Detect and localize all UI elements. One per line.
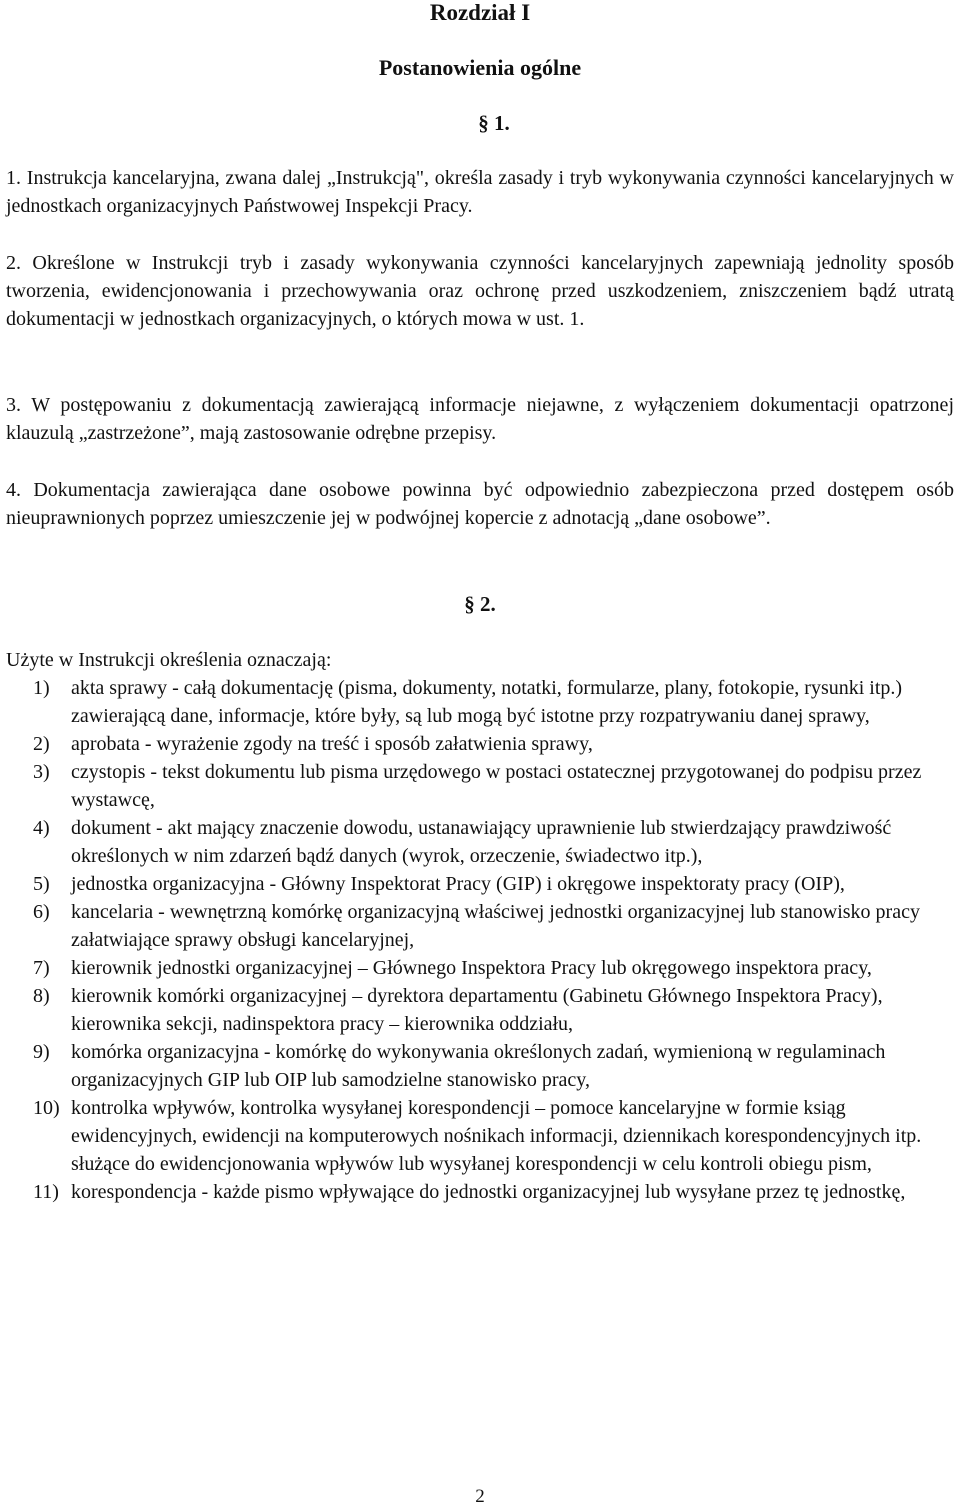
list-item-text: kancelaria - wewnętrzną komórkę organizacyjną właściwej jednostki organizacyjnej lub stanowisko pracy załatwiające sprawy obsługi kancelaryjnej,: [71, 901, 920, 951]
list-item: [6, 758, 954, 814]
list-item-number: 11): [33, 1181, 59, 1203]
list-item: [6, 870, 954, 898]
definitions-intro: Użyte w Instrukcji określenia oznaczają:: [6, 649, 332, 671]
list-item-number: 10): [33, 1097, 60, 1119]
list-item-number: 7): [33, 957, 50, 979]
list-item-text: dokument - akt mający znaczenie dowodu, ustanawiający uprawnienie lub stwierdzający prawdziwość określonych w nim zdarzeń bądź danych (wyrok, orzeczenie, świadectwo itp.),: [71, 817, 892, 867]
list-item-number: 4): [33, 817, 50, 839]
list-item-text: komórka organizacyjna - komórkę do wykonywania określonych zadań, wymienioną w regulaminach organizacyjnych GIP lub OIP lub samodzielne stanowisko pracy,: [71, 1041, 886, 1091]
list-item: [6, 1038, 954, 1094]
definitions-list: [6, 674, 954, 1206]
list-item-number: 8): [33, 985, 50, 1007]
list-item: [6, 954, 954, 982]
list-item-number: 1): [33, 677, 50, 699]
list-item-text: kontrolka wpływów, kontrolka wysyłanej korespondencji – pomoce kancelaryjne w formie ksiąg ewidencyjnych, ewidencji na komputerowych nośnikach informacji, dziennikach korespondencyjnych itp. służące do ewidencjonowania wpływów lub wysyłanej korespondencji w celu kontroli obiegu pism,: [71, 1097, 922, 1175]
list-item-text: czystopis - tekst dokumentu lub pisma urzędowego w postaci ostatecznej przygotowanej do podpisu przez wystawcę,: [71, 761, 922, 811]
list-item: [6, 730, 954, 758]
list-item-text: korespondencja - każde pismo wpływające do jednostki organizacyjnej lub wysyłane przez tę jednostkę,: [71, 1181, 906, 1203]
page-number: 2: [475, 1486, 485, 1507]
section-2-heading: § 2.: [464, 592, 496, 616]
paragraph-1: 1. Instrukcja kancelaryjna, zwana dalej „Instrukcją", określa zasady i tryb wykonywania czynności kancelaryjnych w jednostkach organizacyjnych Państwowej Inspekcji Pracy.: [6, 167, 954, 217]
chapter-title: Rozdział I: [429, 0, 531, 25]
list-item-text: kierownik komórki organizacyjnej – dyrektora departamentu (Gabinetu Głównego Inspektora Pracy), kierownika sekcji, nadinspektora pracy – kierownika oddziału,: [71, 985, 883, 1035]
list-item: [6, 1178, 954, 1206]
list-item-text: aprobata - wyrażenie zgody na treść i sposób załatwienia sprawy,: [71, 733, 593, 755]
paragraph-4: 4. Dokumentacja zawierająca dane osobowe powinna być odpowiednio zabezpieczona przed dostępem osób nieuprawnionych poprzez umieszczenie jej w podwójnej kopercie z adnotacją „dane osobowe”.: [6, 479, 954, 529]
paragraph-3: 3. W postępowaniu z dokumentacją zawierającą informacje niejawne, z wyłączeniem dokumentacji opatrzonej klauzulą „zastrzeżone”, mają zastosowanie odrębne przepisy.: [6, 394, 954, 444]
list-item: [6, 1094, 954, 1178]
list-item: [6, 898, 954, 954]
list-item-number: 2): [33, 733, 50, 755]
list-item: [6, 814, 954, 870]
paragraph-2: 2. Określone w Instrukcji tryb i zasady wykonywania czynności kancelaryjnych zapewniają jednolity sposób tworzenia, ewidencjonowania i przechowywania oraz ochronę przed uszkodzeniem, zniszczeniem bądź utratą dokumentacji w jednostkach organizacyjnych, o których mowa w ust. 1.: [6, 252, 954, 330]
list-item-number: 6): [33, 901, 50, 923]
list-item-text: akta sprawy - całą dokumentację (pisma, dokumenty, notatki, formularze, plany, fotokopie, rysunki itp.) zawierającą dane, informacje, które były, są lub mogą być istotne przy rozpatrywaniu danej sprawy,: [71, 677, 903, 727]
list-item: [6, 674, 954, 730]
list-item-text: kierownik jednostki organizacyjnej – Głównego Inspektora Pracy lub okręgowego inspektora pracy,: [71, 957, 872, 979]
list-item-number: 9): [33, 1041, 50, 1063]
list-item-text: jednostka organizacyjna - Główny Inspektorat Pracy (GIP) i okręgowe inspektoraty pracy (OIP),: [71, 873, 845, 895]
list-item: [6, 982, 954, 1038]
list-item-number: 5): [33, 873, 50, 895]
section-1-heading: § 1.: [478, 111, 510, 135]
list-item-number: 3): [33, 761, 50, 783]
chapter-subtitle: Postanowienia ogólne: [378, 55, 582, 80]
